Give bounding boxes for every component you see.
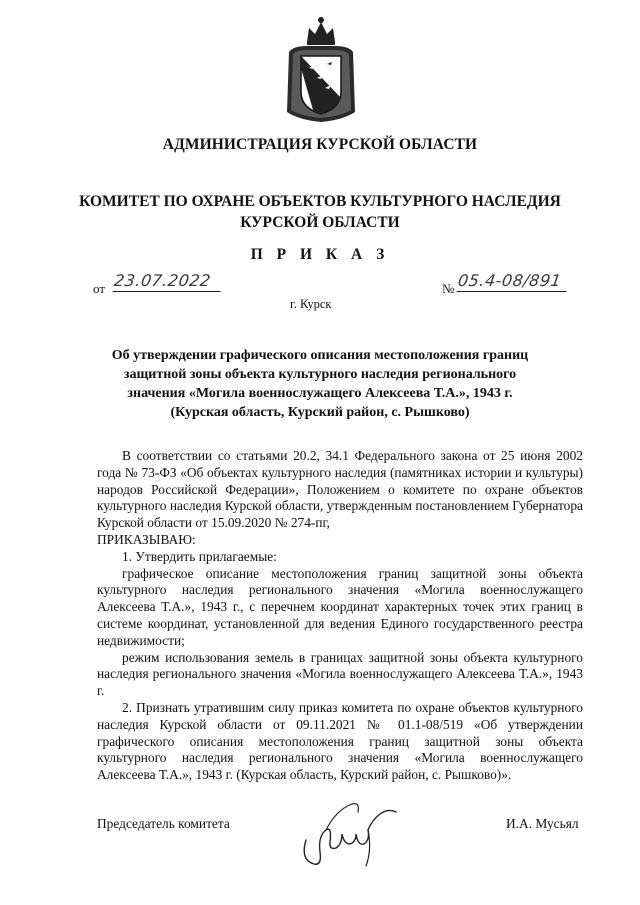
number-value: 05.4-08/891 (457, 271, 570, 292)
date-label: от (93, 281, 106, 296)
committee-title-line1: КОМИТЕТ ПО ОХРАНЕ ОБЪЕКТОВ КУЛЬТУРНОГО НАСЛЕДИЯ (79, 193, 561, 210)
signer-name: И.А. Мусьял (506, 816, 579, 831)
signer-position: Председатель комитета (97, 816, 230, 831)
item-1: 1. Утвердить прилагаемые: (122, 548, 277, 564)
administration-title: АДМИНИСТРАЦИЯ КУРСКОЙ ОБЛАСТИ (162, 136, 478, 153)
number-label: № (442, 281, 455, 296)
city: г. Курск (290, 297, 332, 311)
subject-line: (Курская область, Курский район, с. Рышково) (170, 405, 470, 420)
subject-line: защитной зоны объекта культурного наследия регионального (123, 367, 517, 382)
document-subject (100, 346, 540, 422)
committee-title (60, 191, 580, 233)
item-2: 2. Признать утратившим силу приказ комитета по охране объектов культурного наследия Курской области от 09.11.2021 № 01.1-08/519 «Об утверждении графического описания местоположения границ защитной зоны объекта культурного наследия регионального значения «Могила военнослужащего Алексеева Т.А.», 1943 г. (Курская область, Курский район, с. Рышково)». (97, 699, 583, 783)
order-word: ПРИКАЗЫВАЮ: (97, 531, 196, 547)
document-type: П Р И К А З (250, 246, 390, 263)
date-value: 23.07.2022 (113, 271, 224, 292)
subject-line: значения «Могила военнослужащего Алексеева Т.А.», 1943 г. (127, 386, 513, 401)
subject-line: Об утверждении графического описания местоположения границ (111, 348, 529, 363)
signature-icon (296, 790, 406, 870)
item-1a: графическое описание местоположения границ защитной зоны объекта культурного наследия регионального значения «Могила военнослужащего Алексеева Т.А.», 1943 г., с перечнем координат характерных точек этих границ в системе координат, установленной для ведения Единого государственного реестра недвижимости; (97, 565, 583, 648)
intro-paragraph: В соответствии со статьями 20.2, 34.1 Федерального закона от 25 июня 2002 года № 73-ФЗ «Об объектах культурного наследия (памятниках истории и культуры) народов Российской Федерации», Положением о комитете по охране объектов культурного наследия Курской области, утвержденным постановлением Губернатора Курской области от 15.09.2020 № 274-пг, (97, 448, 583, 531)
coat-of-arms-icon (283, 12, 359, 124)
document-body (97, 448, 583, 784)
item-1b: режим использования земель в границах защитной зоны объекта культурного наследия регионального значения «Могила военнослужащего Алексеева Т.А.», 1943 г. (97, 649, 583, 699)
committee-title-line2: КУРСКОЙ ОБЛАСТИ (240, 214, 400, 231)
